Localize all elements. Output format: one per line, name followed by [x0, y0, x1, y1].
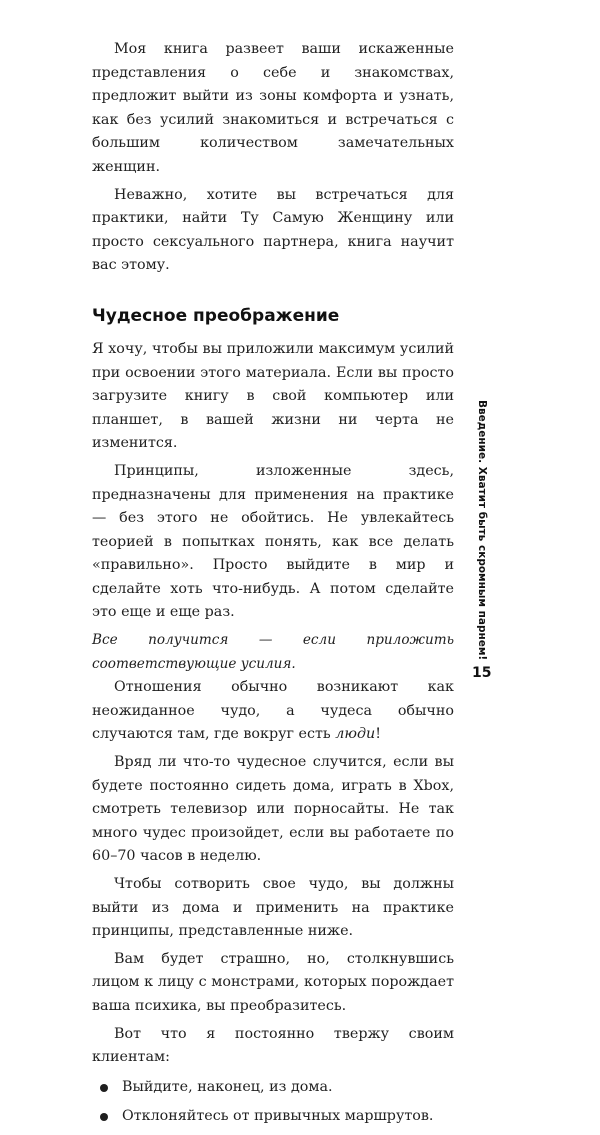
italic-statement: Все получится — если приложить соответствующие усилия. — [92, 632, 454, 672]
paragraph-8: Чтобы сотворить свое чудо, вы должны выйти из дома и применить на практике принципы, представленные ниже. — [92, 876, 454, 940]
page-number: 15 — [472, 665, 492, 681]
emphasis-people: люди — [335, 726, 376, 743]
running-head — [468, 398, 496, 663]
bullet-icon — [100, 1113, 108, 1121]
paragraph-7: Вряд ли что-то чудесное случится, если вы будете постоянно сидеть дома, играть в Xbox, смотреть телевизор или порносайты. Не так много чудес произойдет, если вы работаете по 60–70 часов в неделю. — [92, 754, 454, 865]
advice-list — [92, 1076, 454, 1129]
exclamation: ! — [375, 726, 381, 743]
paragraph-6 — [92, 676, 454, 747]
paragraph-1: Моя книга развеет ваши искаженные представления о себе и знакомствах, предложит выйти из зоны комфорта и узнать, как без усилий знакомиться и встречаться с большим количеством замечательных женщин. — [92, 41, 454, 175]
list-item — [92, 1076, 454, 1100]
paragraph-2: Неважно, хотите вы встречаться для практики, найти Ту Самую Женщину или просто сексуального партнера, книга научит вас этому. — [92, 186, 454, 274]
paragraph-9: Вам будет страшно, но, столкнувшись лицом к лицу с монстрами, которых порождает ваша психика, вы преобразитесь. — [92, 950, 454, 1014]
list-item — [92, 1105, 454, 1129]
paragraph-4: Принципы, изложенные здесь, предназначены для применения на практике — без этого не обойтись. Не увлекайтесь теорией в попытках понять, как все делать «правильно». Просто выйдите в мир и сделайте хоть что-нибудь. А потом сделайте это еще и еще раз. — [92, 462, 454, 621]
bullet-icon — [100, 1084, 108, 1092]
section-heading: Чудесное преображение — [92, 305, 340, 326]
body-text — [92, 38, 454, 1135]
running-head-text: Введение. Хватит быть скромным парнем! — [476, 400, 488, 661]
list-item-text: Выйдите, наконец, из дома. — [122, 1078, 333, 1095]
paragraph-6-text: Отношения обычно возникают как неожиданное чудо, а чудеса обычно случаются там, где вокруг есть — [92, 679, 454, 743]
paragraph-3: Я хочу, чтобы вы приложили максимум усилий при освоении этого материала. Если вы просто загрузите книгу в свой компьютер или планшет, в вашей жизни ни черта не изменится. — [92, 340, 454, 452]
paragraph-10: Вот что я постоянно твержу своим клиентам: — [92, 1025, 454, 1066]
list-item-text: Отклоняйтесь от привычных маршрутов. — [122, 1108, 434, 1125]
